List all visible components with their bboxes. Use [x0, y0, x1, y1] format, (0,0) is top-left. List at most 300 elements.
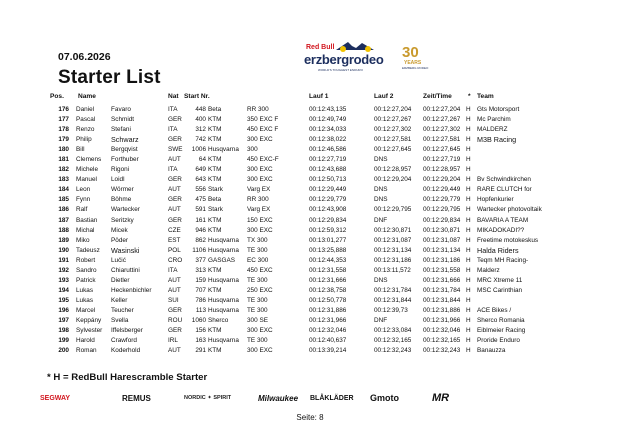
cell-zt: 00:12:27,645: [423, 146, 461, 154]
cell-pos: 198: [58, 327, 69, 335]
cell-h: H: [466, 186, 471, 194]
sponsor-logo: NORDIC ✦ SPIRIT: [184, 395, 232, 401]
cell-l1: 00:12:34,033: [309, 126, 347, 134]
cell-zt: 00:12:29,834: [423, 216, 461, 224]
cell-first: Sandro: [76, 266, 97, 274]
cell-model: Varg EX: [247, 206, 271, 214]
cell-brand: KTM: [208, 116, 222, 124]
cell-team: MIKADOKADI??: [477, 226, 525, 234]
cell-l1: 00:12:38,758: [309, 286, 347, 294]
cell-l1: 00:12:43,135: [309, 106, 347, 113]
cell-sn: 946: [195, 226, 206, 234]
cell-l1: 00:12:31,886: [309, 306, 347, 314]
cell-pos: 182: [58, 166, 69, 174]
cell-nat: GER: [168, 176, 182, 184]
cell-model: 150 EXC: [247, 216, 273, 224]
col-star: *: [468, 93, 471, 100]
cell-nat: GER: [168, 327, 182, 335]
cell-zt: 00:12:29,779: [423, 196, 461, 204]
cell-first: Roman: [76, 347, 97, 355]
cell-h: H: [466, 166, 471, 174]
cell-nat: AUT: [168, 286, 181, 294]
sponsor-logo: SEGWAY: [40, 394, 71, 402]
cell-model: 300 EXC: [247, 176, 273, 184]
cell-sn: 649: [195, 166, 206, 174]
cell-pos: 194: [58, 286, 69, 294]
cell-l2: 00:12:32,165: [374, 337, 412, 345]
cell-first: Leon: [76, 186, 91, 194]
cell-l2: 00:12:31,134: [374, 246, 412, 254]
cell-l2: 00:12:27,645: [374, 146, 412, 154]
cell-pos: 195: [58, 296, 69, 304]
col-pos: Pos.: [50, 93, 64, 100]
cell-nat: ITA: [168, 126, 178, 134]
logo-brand: Red Bull: [306, 44, 335, 51]
cell-brand: KTM: [208, 166, 222, 174]
cell-brand: Husqvarna: [208, 146, 239, 154]
cell-team: MRC Xtreme 11: [477, 276, 523, 284]
cell-zt: 00:12:32,046: [423, 327, 461, 335]
cell-last: Chiaruttini: [111, 266, 140, 274]
cell-last: Micek: [111, 226, 128, 234]
cell-first: Lukas: [76, 286, 94, 294]
cell-l1: 00:12:44,353: [309, 256, 347, 264]
table-row: [0, 195, 620, 205]
table-row: [0, 226, 620, 236]
table-row: [0, 115, 620, 125]
cell-last: Koderhold: [111, 347, 141, 355]
cell-team: Freetime motokeskus: [477, 236, 539, 244]
erzbergrodeo-logo: [296, 40, 412, 76]
cell-first: Michal: [76, 226, 95, 234]
cell-model: RR 300: [247, 196, 269, 204]
cell-pos: 197: [58, 316, 69, 324]
cell-last: Schwarz: [111, 135, 139, 145]
cell-first: Miko: [76, 236, 90, 244]
cell-last: Pöder: [111, 236, 129, 244]
cell-brand: KTM: [208, 347, 222, 355]
cell-brand: Husqvarna: [208, 246, 239, 254]
cell-pos: 199: [58, 337, 69, 345]
cell-l2: 00:12:31,784: [374, 286, 412, 294]
cell-brand: KTM: [208, 327, 222, 335]
cell-first: Daniel: [76, 106, 95, 113]
cell-l2: 00:12:31,844: [374, 296, 412, 304]
cell-l1: 00:12:50,713: [309, 176, 347, 184]
cell-first: Marcel: [76, 306, 96, 314]
cell-model: TE 300: [247, 246, 268, 254]
cell-l1: 00:12:32,046: [309, 327, 347, 335]
cell-last: Wörmer: [111, 186, 134, 194]
cell-brand: KTM: [208, 126, 222, 134]
cell-sn: 377: [195, 256, 206, 264]
cell-brand: Sherco: [208, 316, 229, 324]
cell-pos: 181: [58, 156, 69, 164]
cell-sn: 643: [195, 176, 206, 184]
cell-model: EC 300: [247, 256, 269, 264]
cell-h: H: [466, 156, 471, 164]
col-name: Name: [78, 93, 96, 100]
cell-pos: 176: [58, 106, 69, 113]
cell-model: 300 EXC: [247, 226, 273, 234]
table-row: [0, 346, 620, 356]
cell-nat: AUT: [168, 186, 181, 194]
cell-pos: 186: [58, 206, 69, 214]
cell-l2: 00:12:39,73: [374, 306, 408, 314]
cell-l1: 00:12:50,778: [309, 296, 347, 304]
cell-l2: DNF: [374, 216, 388, 224]
table-row: [0, 316, 620, 326]
cell-l2: DNF: [374, 316, 388, 324]
cell-zt: 00:12:31,134: [423, 246, 461, 254]
cell-l2: DNS: [374, 276, 388, 284]
cell-sn: 113: [195, 306, 206, 314]
cell-sn: 291: [195, 347, 206, 355]
table-row: [0, 185, 620, 195]
cell-h: H: [466, 176, 471, 184]
sponsor-logo: Milwaukee: [258, 393, 299, 403]
cell-zt: 00:12:29,795: [423, 206, 461, 214]
cell-zt: 00:12:29,204: [423, 176, 461, 184]
cell-team: M3B Racing: [477, 135, 517, 145]
cell-team: Mc Parchim: [477, 116, 511, 124]
col-zeit: Zeit/Time: [423, 93, 452, 100]
cell-brand: Stark: [208, 186, 223, 194]
cell-pos: 200: [58, 347, 69, 355]
cell-sn: 786: [195, 296, 206, 304]
cell-nat: SUI: [168, 296, 179, 304]
cell-team: BAVARIA A TEAM: [477, 216, 529, 224]
cell-first: Manuel: [76, 176, 97, 184]
cell-l1: 00:12:59,312: [309, 226, 347, 234]
cell-nat: ITA: [168, 266, 178, 274]
table-row: [0, 336, 620, 346]
cell-pos: 192: [58, 266, 69, 274]
cell-sn: 313: [195, 266, 206, 274]
logo-tagline: WORLD'S TOUGHEST ENDURO: [318, 68, 363, 72]
cell-zt: 00:12:29,449: [423, 186, 461, 194]
logo-text: erzbergrodeo: [304, 52, 384, 67]
sponsor-logo: Gmoto: [370, 393, 399, 403]
table-row: [0, 105, 620, 115]
cell-model: 300 SE: [247, 316, 268, 324]
cell-h: H: [466, 116, 471, 124]
table-row: [0, 175, 620, 185]
cell-team: MALDERZ: [477, 126, 508, 134]
cell-h: H: [466, 337, 471, 345]
cell-nat: GER: [168, 306, 182, 314]
cell-model: TE 300: [247, 337, 268, 345]
cell-nat: GER: [168, 196, 182, 204]
cell-last: Rigoni: [111, 166, 130, 174]
cell-pos: 180: [58, 146, 69, 154]
cell-h: H: [466, 327, 471, 335]
anniversary-text: YEARS: [404, 60, 422, 66]
cell-sn: 591: [195, 206, 206, 214]
cell-sn: 400: [195, 116, 206, 124]
cell-l2: DNS: [374, 156, 388, 164]
sponsor-logo: BLÅKLÄDER: [310, 394, 354, 402]
cell-brand: Beta: [208, 106, 222, 113]
table-row: [0, 256, 620, 266]
cell-l2: 00:12:29,795: [374, 206, 412, 214]
cell-zt: 00:12:27,267: [423, 116, 461, 124]
table-row: [0, 266, 620, 276]
cell-model: Varg EX: [247, 186, 271, 194]
cell-sn: 1060: [191, 316, 206, 324]
cell-first: Harold: [76, 337, 95, 345]
cell-last: Forthuber: [111, 156, 139, 164]
cell-sn: 163: [195, 337, 206, 345]
cell-model: TE 300: [247, 306, 268, 314]
cell-last: Teucher: [111, 306, 134, 314]
sponsor-bar: [40, 389, 580, 407]
cell-nat: SWE: [168, 146, 183, 154]
cell-h: H: [466, 226, 471, 234]
cell-l1: 00:13:39,214: [309, 347, 347, 355]
cell-brand: KTM: [208, 156, 222, 164]
table-row: [0, 286, 620, 296]
cell-zt: 00:12:31,784: [423, 286, 461, 294]
cell-sn: 1006: [191, 146, 206, 154]
cell-first: Bastian: [76, 216, 98, 224]
starter-table: [0, 105, 620, 356]
cell-last: Schmidt: [111, 116, 135, 124]
cell-h: H: [466, 236, 471, 244]
cell-sn: 161: [195, 216, 206, 224]
cell-h: H: [466, 106, 471, 113]
cell-h: H: [466, 206, 471, 214]
cell-h: H: [466, 306, 471, 314]
cell-first: Sylvester: [76, 327, 103, 335]
cell-pos: 187: [58, 216, 69, 224]
cell-l2: 00:12:29,204: [374, 176, 412, 184]
cell-last: Crawford: [111, 337, 137, 345]
anniversary-sub: ERZBERG RODEO: [402, 66, 429, 70]
cell-first: Bill: [76, 146, 85, 154]
cell-last: Favaro: [111, 106, 131, 113]
sponsor-logo: REMUS: [122, 393, 151, 403]
cell-l2: DNS: [374, 196, 388, 204]
cell-team: Halda Riders: [477, 245, 519, 255]
cell-zt: 00:12:27,719: [423, 156, 461, 164]
cell-model: TE 300: [247, 296, 268, 304]
cell-last: Dietler: [111, 276, 130, 284]
table-row: [0, 205, 620, 215]
cell-team: Gts Motorsport: [477, 106, 520, 113]
cell-sn: 159: [195, 276, 206, 284]
cell-l2: 00:12:28,957: [374, 166, 412, 174]
cell-l1: 00:13:01,277: [309, 236, 347, 244]
cell-last: Loidl: [111, 176, 125, 184]
cell-model: 450 EXC: [247, 266, 273, 274]
cell-pos: 191: [58, 256, 69, 264]
cell-h: H: [466, 246, 471, 254]
cell-pos: 193: [58, 276, 69, 284]
cell-nat: AUT: [168, 276, 181, 284]
cell-nat: GER: [168, 216, 182, 224]
cell-nat: AUT: [168, 156, 181, 164]
cell-brand: Husqvarna: [208, 306, 239, 314]
cell-nat: EST: [168, 236, 181, 244]
cell-sn: 312: [195, 126, 206, 134]
cell-h: H: [466, 316, 471, 324]
cell-h: H: [466, 286, 471, 294]
cell-model: 250 EXC: [247, 286, 273, 294]
cell-zt: 00:12:31,558: [423, 266, 461, 274]
cell-pos: 188: [58, 226, 69, 234]
cell-brand: KTM: [208, 286, 222, 294]
cell-team: Eiblmeier Racing: [477, 327, 526, 335]
cell-pos: 196: [58, 306, 69, 314]
cell-model: 300 EXC: [247, 136, 273, 144]
cell-l2: 00:12:27,581: [374, 136, 412, 144]
table-row: [0, 246, 620, 256]
col-start-nr: Start Nr.: [184, 93, 210, 100]
cell-h: H: [466, 256, 471, 264]
cell-l2: 00:12:27,204: [374, 106, 412, 113]
cell-team: Sherco Romania: [477, 316, 525, 324]
cell-h: H: [466, 296, 471, 304]
cell-l2: 00:12:30,871: [374, 226, 412, 234]
cell-brand: KTM: [208, 226, 222, 234]
cell-team: MSC Carinthian: [477, 286, 523, 294]
list-date: 07.06.2026: [58, 51, 111, 63]
cell-brand: Stark: [208, 206, 223, 214]
cell-zt: 00:12:31,966: [423, 316, 461, 324]
cell-first: Fynn: [76, 196, 91, 204]
cell-h: H: [466, 136, 471, 144]
cell-sn: 707: [195, 286, 206, 294]
table-row: [0, 135, 620, 145]
cell-brand: KTM: [208, 136, 222, 144]
cell-pos: 178: [58, 126, 69, 134]
cell-l1: 00:12:31,558: [309, 266, 347, 274]
cell-sn: 862: [195, 236, 206, 244]
cell-zt: 00:12:28,957: [423, 166, 461, 174]
col-lauf2: Lauf 2: [374, 93, 394, 100]
cell-h: H: [466, 126, 471, 134]
cell-model: 300 EXC: [247, 347, 273, 355]
cell-zt: 00:12:30,871: [423, 226, 461, 234]
cell-first: Keppány: [76, 316, 102, 324]
anniversary-badge: [402, 44, 436, 74]
cell-last: Bergqvist: [111, 146, 138, 154]
cell-nat: ITA: [168, 166, 178, 174]
cell-sn: 556: [195, 186, 206, 194]
cell-l1: 00:12:43,908: [309, 206, 347, 214]
cell-zt: 00:12:31,186: [423, 256, 461, 264]
cell-zt: 00:12:27,302: [423, 126, 461, 134]
table-row: [0, 306, 620, 316]
cell-l2: 00:12:32,243: [374, 347, 412, 355]
cell-pos: 179: [58, 136, 69, 144]
cell-team: Wartecker photovoltaik: [477, 206, 542, 214]
cell-first: Ralf: [76, 206, 88, 214]
cell-last: Heckenbichler: [111, 286, 152, 294]
cell-nat: ROU: [168, 316, 183, 324]
cell-last: Lučić: [111, 256, 126, 264]
cell-last: Wartecker: [111, 206, 140, 214]
cell-brand: Husqvarna: [208, 296, 239, 304]
cell-zt: 00:12:32,165: [423, 337, 461, 345]
cell-l2: 00:12:27,267: [374, 116, 412, 124]
cell-pos: 177: [58, 116, 69, 124]
cell-last: Svella: [111, 316, 129, 324]
cell-last: Seritzky: [111, 216, 134, 224]
cell-last: Keller: [111, 296, 128, 304]
cell-sn: 475: [195, 196, 206, 204]
cell-l2: 00:13:11,572: [374, 266, 411, 274]
cell-team: Banauzza: [477, 347, 506, 355]
table-row: [0, 145, 620, 155]
cell-sn: 64: [198, 156, 206, 164]
cell-first: Pascal: [76, 116, 96, 124]
cell-h: H: [466, 196, 471, 204]
cell-nat: AUT: [168, 206, 181, 214]
cell-l1: 00:12:31,666: [309, 276, 347, 284]
table-row: [0, 326, 620, 336]
cell-nat: CRO: [168, 256, 183, 264]
cell-nat: AUT: [168, 347, 181, 355]
cell-team: Bv Schwindkirchen: [477, 176, 531, 184]
cell-last: Böhme: [111, 196, 132, 204]
cell-brand: Beta: [208, 196, 222, 204]
cell-first: Patrick: [76, 276, 96, 284]
cell-zt: 00:12:32,243: [423, 347, 461, 355]
table-row: [0, 216, 620, 226]
cell-first: Robert: [76, 256, 96, 264]
anniversary-number: 30: [402, 44, 419, 61]
cell-pos: 189: [58, 236, 69, 244]
cell-nat: IRL: [168, 337, 178, 345]
cell-l1: 00:12:46,586: [309, 146, 347, 154]
table-row: [0, 165, 620, 175]
cell-nat: ITA: [168, 106, 178, 113]
cell-last: Iffelsberger: [111, 327, 143, 335]
cell-l2: 00:12:27,302: [374, 126, 412, 134]
cell-l2: 00:12:31,186: [374, 256, 412, 264]
cell-l1: 00:12:43,688: [309, 166, 347, 174]
cell-l2: 00:12:31,087: [374, 236, 412, 244]
cell-model: 350 EXC F: [247, 116, 279, 124]
cell-l2: 00:12:33,084: [374, 327, 412, 335]
cell-h: H: [466, 266, 471, 274]
cell-h: H: [466, 276, 471, 284]
sponsor-logo: MR: [432, 392, 450, 404]
cell-h: H: [466, 216, 471, 224]
cell-pos: 184: [58, 186, 69, 194]
cell-zt: 00:12:27,204: [423, 106, 461, 113]
cell-nat: GER: [168, 136, 182, 144]
cell-first: Clemens: [76, 156, 102, 164]
cell-first: Michele: [76, 166, 99, 174]
cell-brand: KTM: [208, 176, 222, 184]
cell-sn: 1106: [192, 246, 206, 254]
cell-l1: 00:12:29,779: [309, 196, 347, 204]
cell-zt: 00:12:27,581: [423, 136, 461, 144]
table-row: [0, 236, 620, 246]
cell-model: 300: [247, 146, 258, 154]
cell-first: Renzo: [76, 126, 95, 134]
cell-nat: CZE: [168, 226, 181, 234]
cell-l1: 00:12:38,022: [309, 136, 347, 144]
cell-model: 450 EXC-F: [247, 156, 279, 164]
cell-h: H: [466, 146, 471, 154]
table-row: [0, 125, 620, 135]
cell-zt: 00:12:31,087: [423, 236, 461, 244]
cell-model: TX 300: [247, 236, 268, 244]
